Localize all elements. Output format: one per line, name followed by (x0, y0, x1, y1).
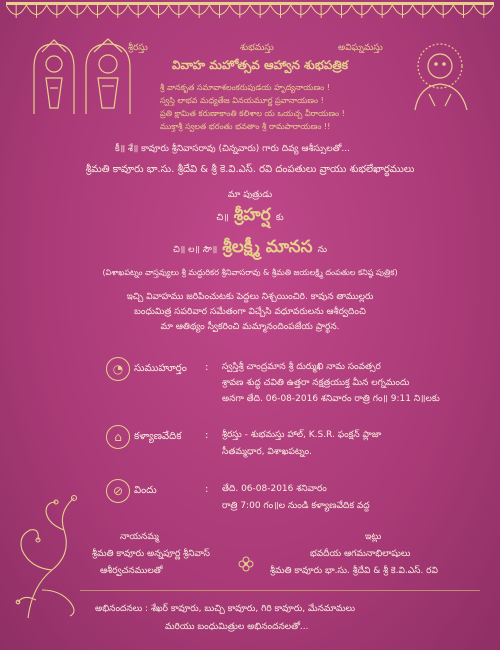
shloka-line: ప్రతి క్షామిత కరుణాకాంతి కలిశాల య ఒయచ్చ వీరాయణం ! (160, 109, 345, 118)
footer-left-note: ఆశీర్వచనములతో (100, 566, 163, 576)
floral-ornament-left (8, 490, 86, 620)
temple-icon: ⌂ (106, 425, 130, 449)
footer-right-label: ఇట్లు (365, 532, 382, 542)
detail-label-muhurtham: సుముహూర్తం (134, 363, 187, 374)
detail-colon: : (205, 362, 209, 373)
flower-icon (238, 556, 254, 572)
bride-suffix: ను (317, 245, 328, 255)
deity-image-left (28, 38, 136, 116)
son-label: మా పుత్రుడు (227, 190, 273, 200)
groom-name: శ్రీహర్ష (233, 205, 271, 225)
invite-text-line: బంధుమిత్ర సపరివార సమేతంగా విచ్చేసి వధూవరులను ఆశీర్వదించి (134, 307, 366, 317)
groom-line (0, 205, 500, 229)
invite-text-line: మా ఆతిథ్యం స్వీకరించి మమ్మానందింపజేయ ప్రార్థన. (160, 322, 340, 332)
clock-icon: ◔ (106, 357, 130, 381)
detail-label-venue: కళ్యాణవేదిక (134, 431, 182, 442)
detail-line: తేది. 06-08-2016 శనివారం (222, 484, 327, 494)
detail-line: శ్రావణ శుద్ధ చవితి ఉత్తరా నక్షత్రయుక్త మీన లగ్నమందు (222, 378, 410, 388)
detail-label-dinner: విందు (134, 485, 157, 496)
footer-relatives-2: మరియు బంధుమిత్రుల అభినందనలతో... (165, 622, 309, 632)
decorative-border-top (6, 2, 494, 30)
footer-divider (80, 590, 480, 591)
detail-line: రాత్రి 7:00 గం॥ల నుండి కళ్యాణవేదిక వద్ద (222, 501, 370, 511)
footer-right-note: భవదీయ ఆగమనాభిలాషులు (310, 549, 411, 559)
footer-left-label: నాయనమ్మ (120, 532, 159, 542)
parents-line: శ్రీమతి కావూరు భా.సు. శ్రీదేవి & శ్రీ కె.వి.ఎస్. రవి దంపతులు వ్రాయు శుభలేఖార్థములు (85, 164, 415, 175)
detail-colon: : (205, 484, 209, 495)
bride-name: శ్రీలక్ష్మీ మానస (222, 237, 313, 257)
invocation-left: శ్రీరస్తు (128, 43, 148, 53)
detail-line: సీతమ్మధార, విశాఖపట్నం. (222, 447, 312, 457)
dinner-icon: ⊘ (106, 479, 130, 503)
main-title: వివాహ మహోత్సవ ఆహ్వాన శుభపత్రిక (171, 58, 348, 72)
blessing-line: కీ॥ శే॥ కావూరు శ్రీనివాసరావు (చిన్నవారు) గారు దివ్య ఆశీస్సులతో... (115, 144, 350, 154)
footer-relatives: అభినందనలు : శేఖర్ కావూరు, బుచ్చి కావూరు, గిరి కావూరు, మేనమామలు (95, 604, 355, 614)
shloka-line: స్వస్తి లాభవ మధ్యతేజ వినయమూర్ణ ప్రవానాయణం ! (160, 96, 324, 105)
invocation-middle: శుభమస్తు (240, 43, 274, 53)
groom-prefix: చి॥ (216, 213, 229, 223)
detail-line: అనగా తేది. 06-08-2016 శనివారం రాత్రి గం॥ 9:11 ని॥లకు (222, 394, 440, 404)
detail-colon: : (205, 430, 209, 441)
shloka-line: శ్రీ వానకృత సమావాశలంకరుపుడయ హృద్యనాయణం ! (160, 83, 330, 92)
bride-prefix: చి॥ ల॥ సౌ॥ (172, 245, 218, 255)
bride-line (0, 237, 500, 261)
portrait-image-right (405, 40, 475, 112)
shloka-line: ముక్తాశ్రీ స్వలత భరంతు భవతాం శ్రీ రామపారాయణం !! (160, 122, 331, 131)
invite-text-line: ఇచ్చి వివాహము జరిపించుటకు పెద్దలు నిశ్చయించిరి. కావున తాముల్లరు (126, 292, 374, 302)
footer-right-name: శ్రీమతి కావూరు భా.సు. శ్రీదేవి & శ్రీ కె.వి.ఎస్. రవి (270, 566, 438, 576)
invocation-right: అవిఘ్నమస్తు (338, 43, 383, 53)
detail-line: స్వస్తిశ్రీ చాంద్రమాన శ్రీ దుర్ముఖి నామ సంవత్సర (222, 362, 381, 372)
detail-line: శ్రీరస్తు - శుభమస్తు హాల్, K.S.R. ఫంక్షన్ ప్లాజా (222, 430, 382, 440)
bride-parents: (విశాఖపట్నం వాస్తవ్యులు శ్రీ మద్దురికర శ్రీనివాసరావు & శ్రీమతి జయలక్ష్మి దంపతుల కనిష్ఠ పుత్రిక) (102, 268, 398, 277)
groom-suffix: కు (275, 213, 284, 223)
footer-left-name: శ్రీమతి కావూరు అన్నపూర్ణ శ్రీనివాస్ (92, 549, 210, 559)
